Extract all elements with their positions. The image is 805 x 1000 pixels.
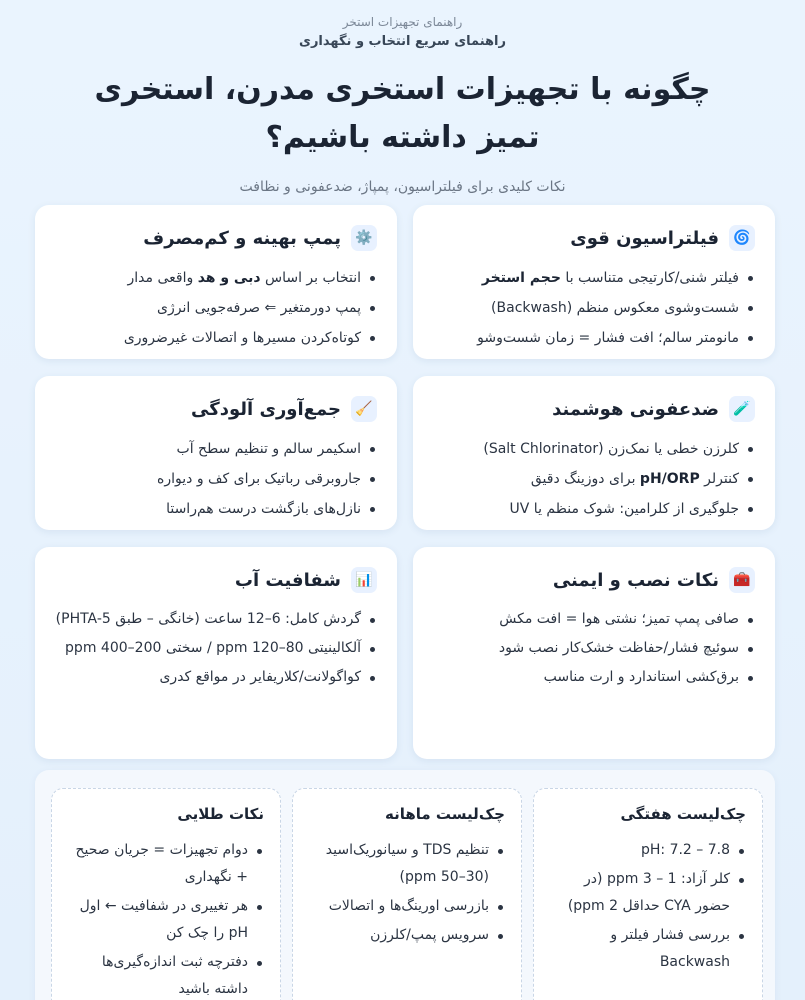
card-disinfection [413,376,775,530]
list-item: پمپ دورمتغیر ⇐ صرفه‌جویی انرژی [53,293,377,323]
list-item: صافی پمپ تمیز؛ نشتی هوا = افت مکش [431,605,755,634]
card-filtration [413,205,775,359]
test-tube-icon: 🧪 [729,396,755,422]
list-item: برق‌کشی استاندارد و ارت مناسب [431,663,755,692]
card-head [53,392,377,426]
list-item: آلکالینیتی 80–120 ppm / سختی 200–400 ppm [53,634,377,663]
card-head [53,563,377,597]
card-head [431,563,755,597]
checklist-weekly [533,788,763,1000]
list-item: فیلتر شنی/کارتیجی متناسب با حجم استخر [431,263,755,293]
card-list [431,434,755,524]
card-title: شفافیت آب [234,569,341,591]
subkicker: راهنمای سریع انتخاب و نگهداری [299,34,506,49]
toolbox-icon: 🧰 [729,567,755,593]
card-list [53,434,377,524]
list-item: گردش کامل: 6–12 ساعت (خانگی – طبق PHTA-5) [53,605,377,634]
list-item: سوئیچ فشار/حفاظت خشک‌کار نصب شود [431,634,755,663]
list-item: نازل‌های بازگشت درست هم‌راستا [53,494,377,524]
cards-grid [35,205,775,759]
card-title: ضدعفونی هوشمند [552,398,719,420]
list-item: کلر آزاد: 1 – 3 ppm (در حضور CYA حداقل 2 ppm) [546,866,746,920]
list-item: سرویس پمپ/کلرزن [305,922,505,949]
card-installation-safety [413,547,775,759]
card-debris-collection [35,376,397,530]
card-title: جمع‌آوری آلودگی [191,398,341,420]
card-head [431,221,755,255]
card-list [431,263,755,353]
card-title: پمپ بهینه و کم‌مصرف [143,227,341,249]
list-item: شست‌وشوی معکوس منظم (Backwash) [431,293,755,323]
bar-chart-icon: 📊 [351,567,377,593]
checklist-title: چک‌لیست هفتگی [620,805,746,823]
list-item: کنترلر pH/ORP برای دوزینگ دقیق [431,464,755,494]
list-item: دوام تجهیزات = جریان صحیح + نگهداری [64,837,264,891]
list-item: pH: 7.2 – 7.8 [546,837,746,864]
card-title: فیلتراسیون قوی [570,227,719,249]
list-item: دفترچه ثبت اندازه‌گیری‌ها داشته باشید [64,949,264,1000]
golden-tips [51,788,281,1000]
card-list [53,605,377,692]
checklist-list [305,837,505,949]
list-item: انتخاب بر اساس دبی و هد واقعی مدار [53,263,377,293]
header [0,0,805,198]
checklist-panel [35,770,775,1000]
checklist-monthly [292,788,522,1000]
list-item: جلوگیری از کلرامین: شوک منظم یا UV [431,494,755,524]
list-item: کواگولانت/کلاریفایر در مواقع کدری [53,663,377,692]
list-item: کوتاه‌کردن مسیرها و اتصالات غیرضروری [53,323,377,353]
page-title: چگونه با تجهیزات استخری مدرن، استخری تمیز داشته باشیم؟ [94,72,711,155]
cyclone-icon: 🌀 [729,225,755,251]
list-item: تنظیم TDS و سیانوریک‌اسید (30–50 ppm) [305,837,505,891]
lede: نکات کلیدی برای فیلتراسیون، پمپاژ، ضدعفونی و نظافت [239,179,566,195]
card-title: نکات نصب و ایمنی [552,569,719,591]
list-item: جاروبرقی رباتیک برای کف و دیواره [53,464,377,494]
card-pump [35,205,397,359]
card-list [431,605,755,692]
list-item: بررسی فشار فیلتر و Backwash [546,922,746,976]
checklist-title: چک‌لیست ماهانه [385,805,505,823]
list-item: بازرسی اورینگ‌ها و اتصالات [305,893,505,920]
kicker: راهنمای تجهیزات استخر [342,15,463,29]
checklist-list [64,837,264,1000]
list-item: مانومتر سالم؛ افت فشار = زمان شست‌وشو [431,323,755,353]
cleaning-robot-icon: 🧹 [351,396,377,422]
card-water-clarity [35,547,397,759]
gear-icon: ⚙️ [351,225,377,251]
card-head [431,392,755,426]
checklist-title: نکات طلایی [177,805,264,823]
card-head [53,221,377,255]
checklist-list [546,837,746,976]
list-item: هر تغییری در شفافیت ← اول pH را چک کن [64,893,264,947]
card-list [53,263,377,353]
list-item: کلرزن خطی یا نمک‌زن (Salt Chlorinator) [431,434,755,464]
list-item: اسکیمر سالم و تنظیم سطح آب [53,434,377,464]
